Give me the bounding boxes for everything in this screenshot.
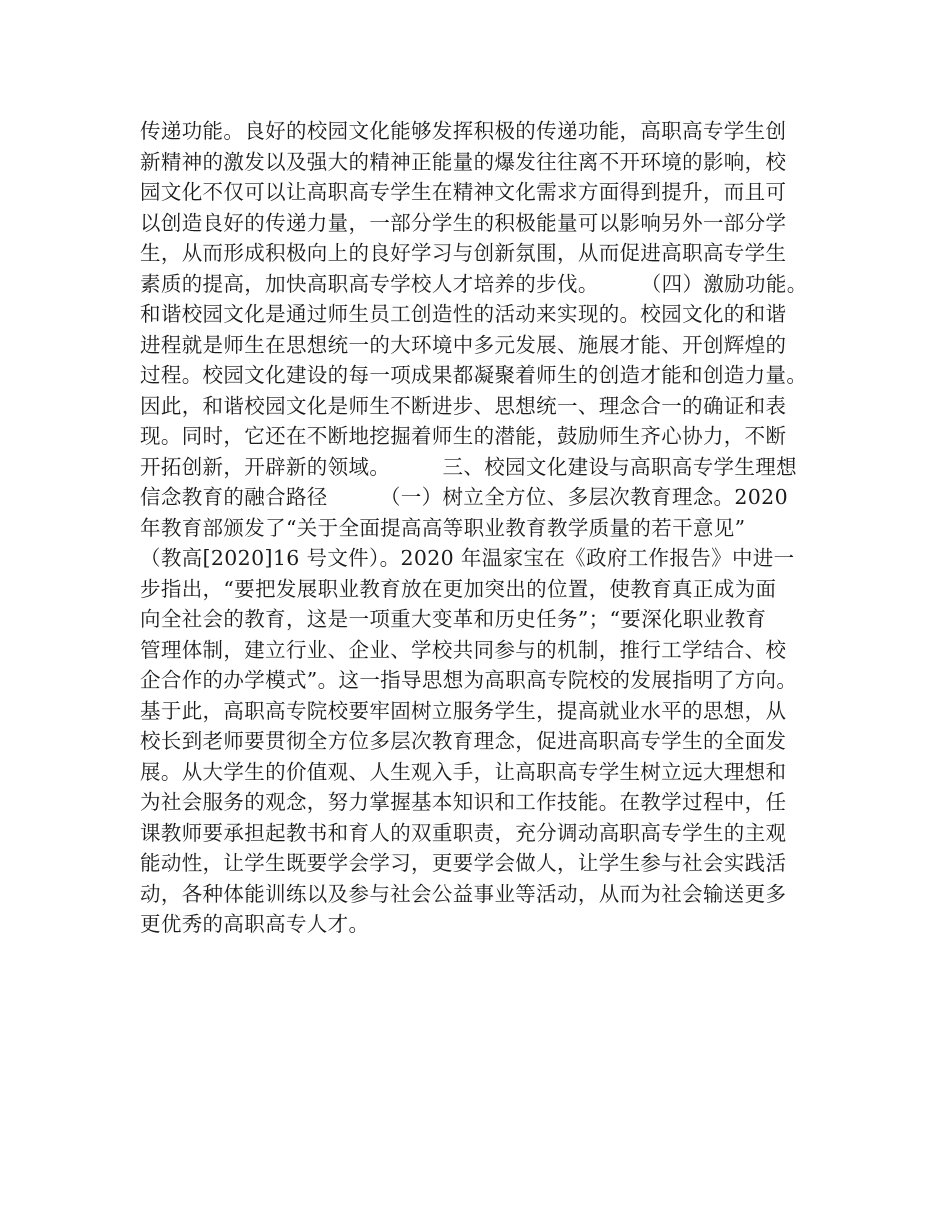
text-line-2: 新精神的激发以及强大的精神正能量的爆发往往离不开环境的影响，校 <box>140 149 787 174</box>
text-line-17: 向全社会的教育，这是一项重大变革和历史任务”；“要深化职业教育 <box>140 607 767 631</box>
text-line-19: 企合作的办学模式”。这一指导思想为高职高专院校的发展指明了方向。 <box>140 668 798 692</box>
text-line-15: （教高[2020]16 号文件）。2020 年温家宝在《政府工作报告》中进一 <box>140 546 795 570</box>
text-line-16: 步指出，“要把发展职业教育放在更加突出的位置，使教育真正成为面 <box>140 576 777 601</box>
text-line-21: 校长到老师要贯彻全方位多层次教育理念，促进高职高专学生的全面发 <box>140 729 787 753</box>
text-line-20: 基于此，高职高专院校要牢固树立服务学生，提高就业水平的思想，从 <box>140 698 787 723</box>
text-line-5: 生，从而形成积极向上的良好学习与创新氛围，从而促进高职高专学生 <box>140 241 787 265</box>
text-line-14: 年教育部颁发了“关于全面提高高等职业教育教学质量的若干意见” <box>140 515 746 540</box>
text-line-22: 展。从大学生的价值观、人生观入手，让高职高专学生树立远大理想和 <box>140 759 787 784</box>
text-line-3: 园文化不仅可以让高职高专学生在精神文化需求方面得到提升，而且可 <box>140 180 787 204</box>
text-line-11: 现。同时，它还在不断地挖掘着师生的潜能，鼓励师生齐心协力，不断 <box>140 424 787 448</box>
text-line-18: 管理体制，建立行业、企业、学校共同参与的机制，推行工学结合、校 <box>140 637 787 662</box>
text-line-9: 过程。校园文化建设的每一项成果都凝聚着师生的创造才能和创造力量。 <box>140 363 808 387</box>
text-line-10: 因此，和谐校园文化是师生不断进步、思想统一、理念合一的确证和表 <box>140 393 787 418</box>
text-line-1: 传递功能。良好的校园文化能够发挥积极的传递功能，高职高专学生创 <box>140 119 787 143</box>
text-line-12: 开拓创新，开辟新的领域。 三、校园文化建设与高职高专学生理想 <box>140 454 797 479</box>
text-line-6: 素质的提高，加快高职高专学校人才培养的步伐。 （四）激励功能。 <box>140 271 808 296</box>
text-line-8: 进程就是师生在思想统一的大环境中多元发展、施展才能、开创辉煌的 <box>140 332 787 357</box>
text-line-27: 更优秀的高职高专人才。 <box>140 912 370 936</box>
text-line-7: 和谐校园文化是通过师生员工创造性的活动来实现的。校园文化的和谐 <box>140 302 787 326</box>
text-line-4: 以创造良好的传递力量，一部分学生的积极能量可以影响另外一部分学 <box>140 210 787 235</box>
text-line-25: 能动性，让学生既要学会学习，更要学会做人，让学生参与社会实践活 <box>140 851 787 875</box>
text-line-13: 信念教育的融合路径 （一）树立全方位、多层次教育理念。2020 <box>140 485 788 509</box>
body-text <box>140 116 840 940</box>
text-line-23: 为社会服务的观念，努力掌握基本知识和工作技能。在教学过程中，任 <box>140 790 787 814</box>
text-line-24: 课教师要承担起教书和育人的双重职责，充分调动高职高专学生的主观 <box>140 820 787 845</box>
text-line-26: 动，各种体能训练以及参与社会公益事业等活动，从而为社会输送更多 <box>140 881 787 906</box>
